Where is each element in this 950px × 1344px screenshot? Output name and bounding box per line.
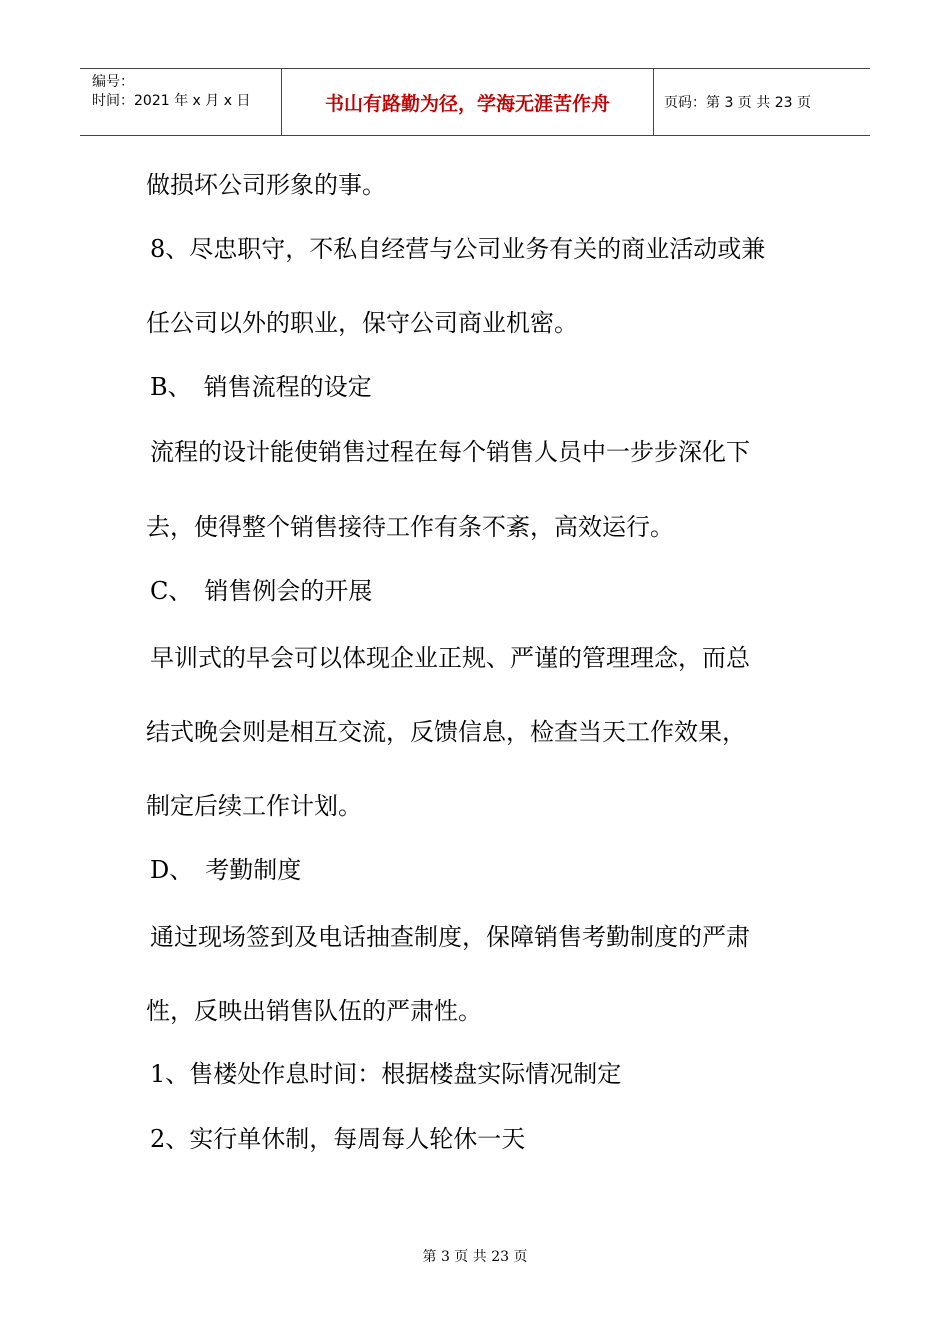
paragraph-line: 8、尽忠职守，不私自经营与公司业务有关的商业活动或兼 <box>150 235 766 263</box>
paragraph-line: 制定后续工作计划。 <box>146 792 362 820</box>
list-item: 1、售楼处作息时间：根据楼盘实际情况制定 <box>150 1060 622 1088</box>
paragraph-line: 做损坏公司形象的事。 <box>146 171 386 199</box>
paragraph-line: 任公司以外的职业，保守公司商业机密。 <box>146 309 578 337</box>
list-item: 2、实行单休制，每周每人轮休一天 <box>150 1125 526 1153</box>
paragraph-line: 去，使得整个销售接待工作有条不紊，高效运行。 <box>146 513 674 541</box>
header-meta <box>80 69 282 135</box>
header-page-info: 页码：第 3 页 共 23 页 <box>664 95 811 111</box>
paragraph-line: 早训式的早会可以体现企业正规、严谨的管理理念，而总 <box>150 644 750 672</box>
paragraph-line: 通过现场签到及电话抽查制度，保障销售考勤制度的严肃 <box>150 923 750 951</box>
page-header <box>80 68 870 136</box>
paragraph-line: 性，反映出销售队伍的严肃性。 <box>146 997 482 1025</box>
document-time-label: 时间：2021 年 x 月 x 日 <box>92 93 251 109</box>
section-heading: D、 考勤制度 <box>150 856 302 884</box>
section-heading: B、 销售流程的设定 <box>150 373 372 401</box>
paragraph-line: 流程的设计能使销售过程在每个销售人员中一步步深化下 <box>150 438 750 466</box>
header-motto: 书山有路勤为径，学海无涯苦作舟 <box>282 69 654 135</box>
document-number-label: 编号： <box>92 74 134 90</box>
page-footer: 第 3 页 共 23 页 <box>422 1249 528 1265</box>
section-heading: C、 销售例会的开展 <box>150 577 373 605</box>
paragraph-line: 结式晚会则是相互交流，反馈信息，检查当天工作效果， <box>146 718 746 746</box>
